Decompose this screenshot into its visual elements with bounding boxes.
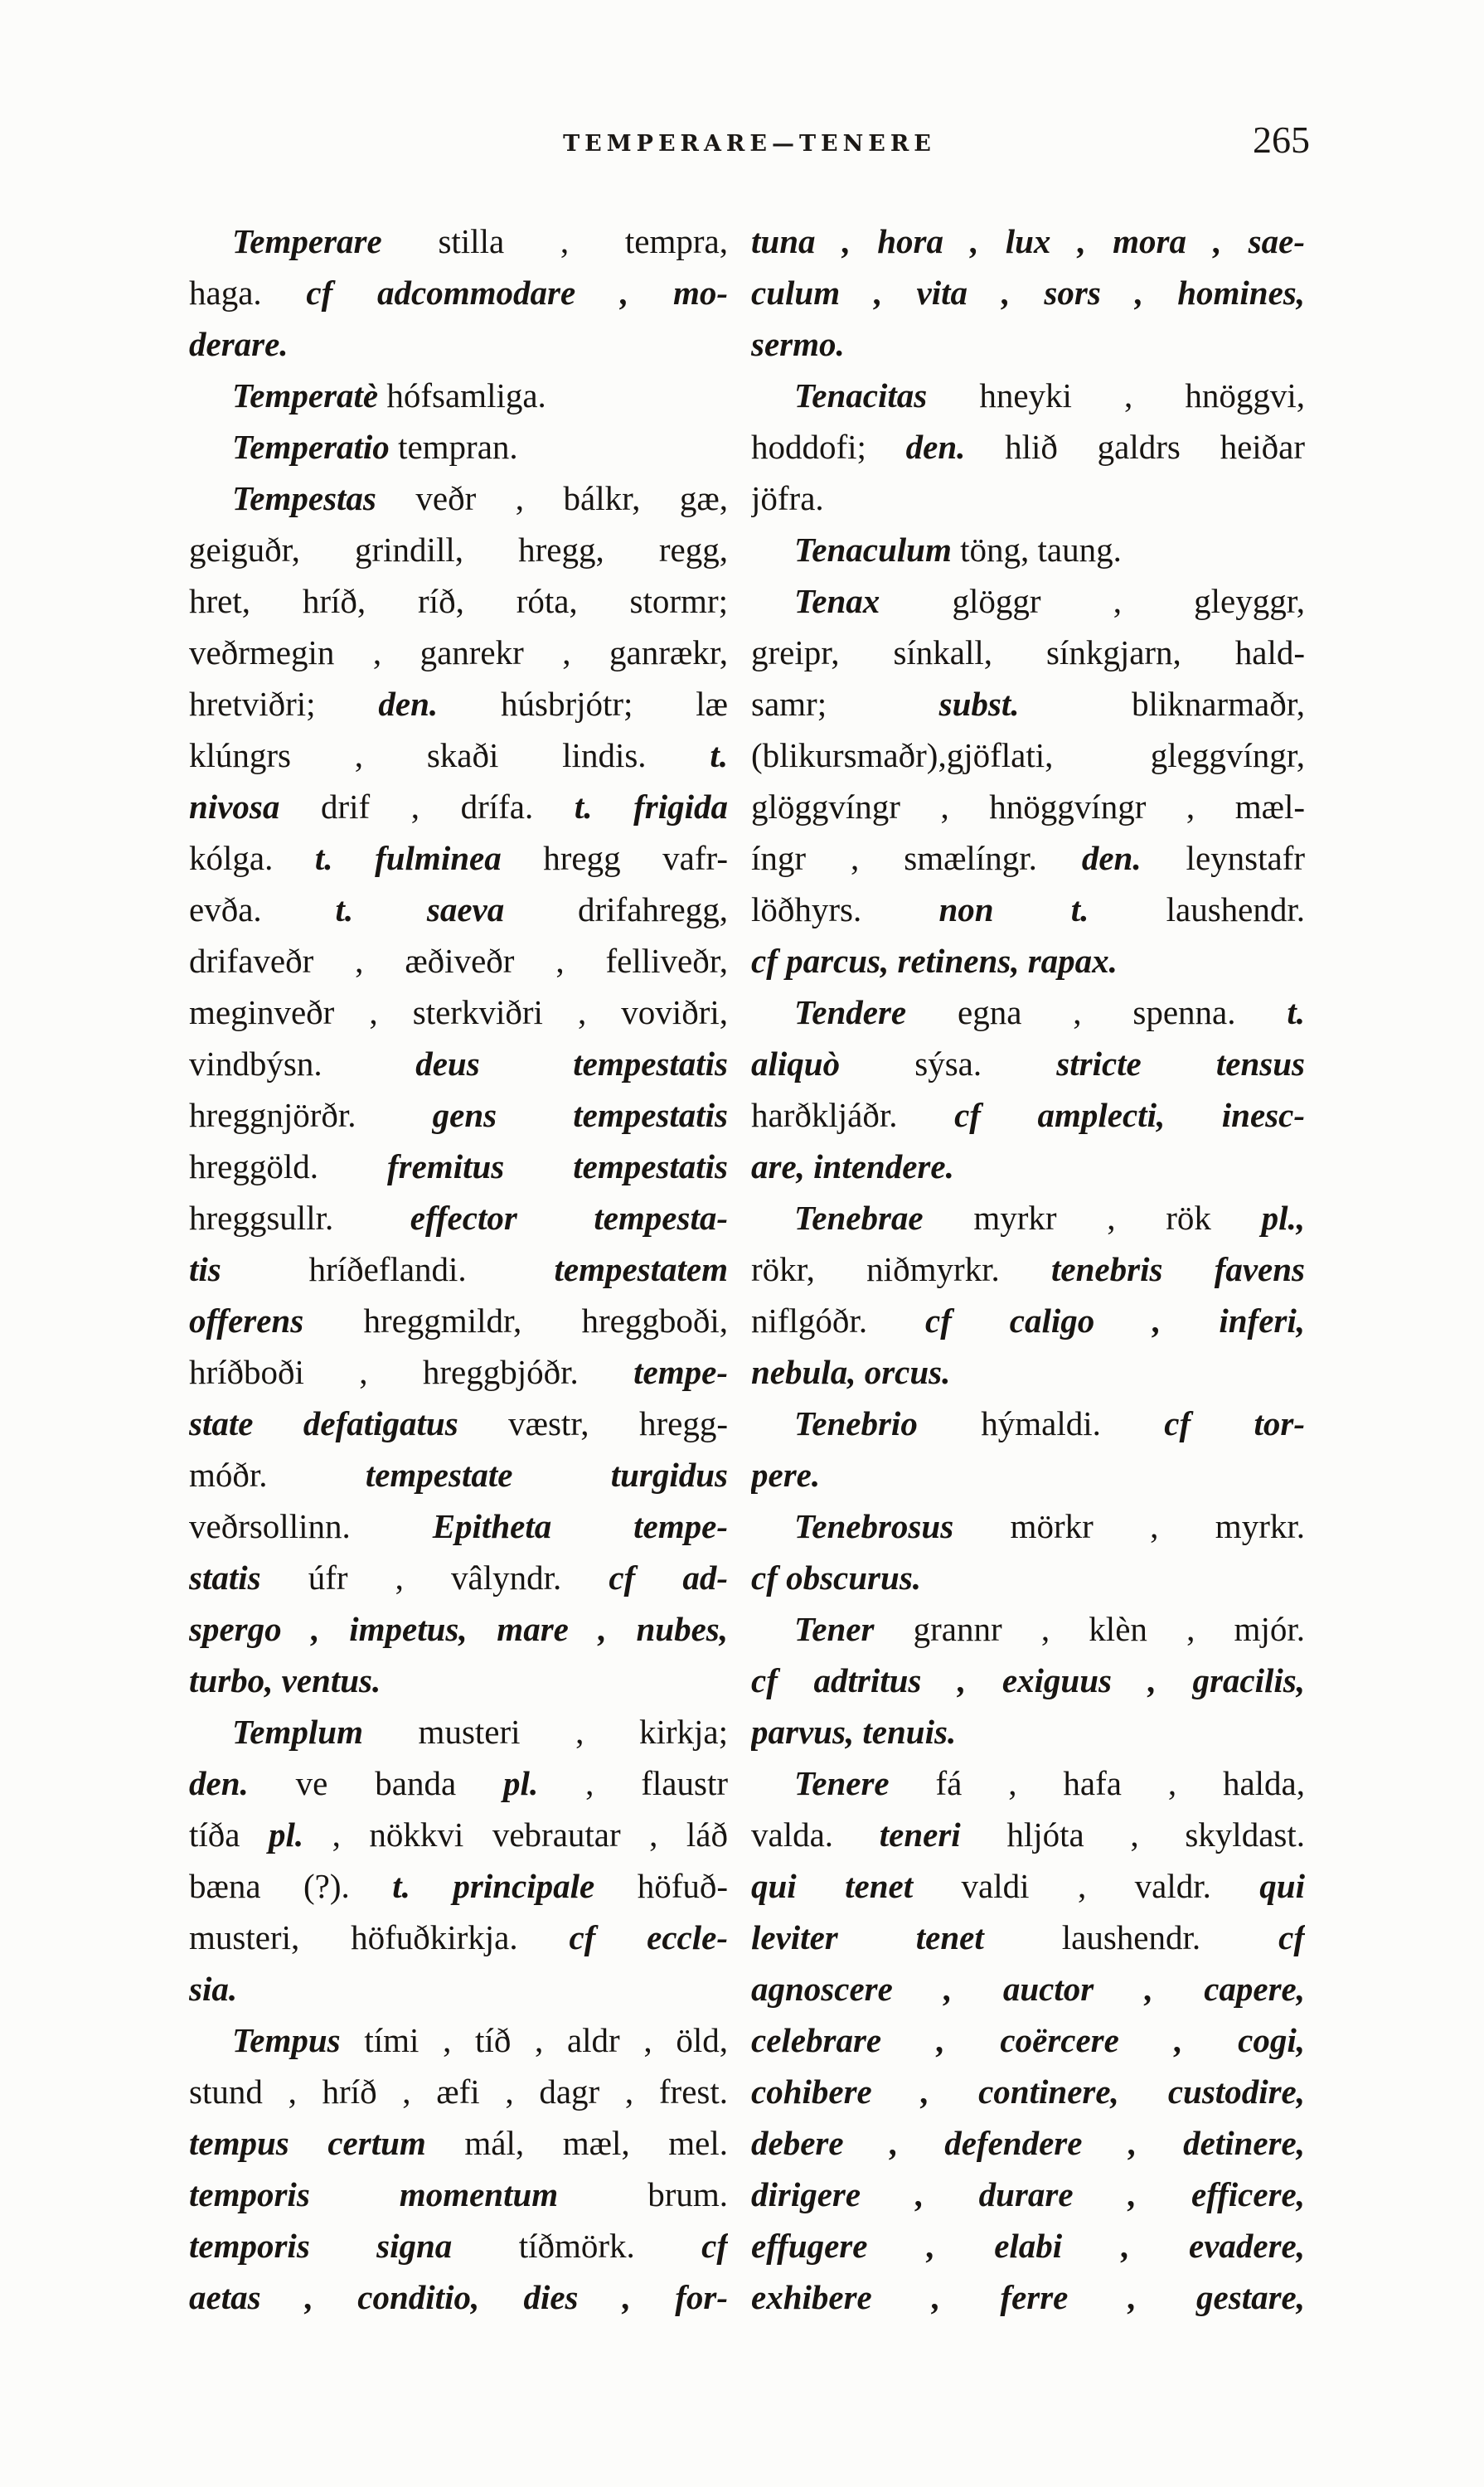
text-line [189,1706,728,1757]
latin-text-segment: leviter tenet [751,1918,984,1956]
text-line [189,1244,728,1295]
latin-text-segment: statis [189,1559,261,1597]
latin-text-segment: pl. [269,1816,304,1854]
running-header: TEMPERARE—TENERE [563,131,936,157]
latin-text-segment: t. saeva [335,890,505,928]
latin-text-segment: cf eccle- [569,1918,728,1956]
gloss-text-segment: leynstafr [1141,839,1305,877]
latin-text-segment: sermo. [751,325,845,363]
text-line [189,421,728,473]
latin-text-segment: nivosa [189,788,280,826]
text-line [751,1757,1305,1809]
gloss-text-segment: greipr, sínkall, sínkgjarn, hald- [751,633,1305,671]
gloss-text-segment: væstr, hregg- [458,1404,728,1442]
text-line [189,935,728,987]
text-line [189,473,728,524]
latin-text-segment: cf [1278,1918,1305,1956]
latin-text-segment: state defatigatus [189,1404,458,1442]
gloss-text-segment: töng, taung. [951,531,1122,569]
text-line [189,1963,728,2014]
latin-text-segment: tempus certum [189,2124,426,2162]
gloss-text-segment: evða. [189,890,336,928]
latin-text-segment: Tenere [794,1764,890,1802]
gloss-text-segment: , nökkvi vebrautar , láð [303,1816,728,1854]
gloss-text-segment: myrkr , rök [923,1199,1262,1237]
gloss-text-segment: hret, hríð, ríð, róta, stormr; [189,582,728,620]
page-number: 265 [1253,119,1310,161]
gloss-text-segment: meginveðr , sterkviðri , voviðri, [189,993,728,1031]
latin-text-segment: fremitus tempestatis [387,1147,728,1185]
text-line [189,2066,728,2117]
text-line [751,2014,1305,2066]
gloss-text-segment: laushendr. [983,1918,1279,1956]
gloss-text-segment: niflgóðr. [751,1302,925,1340]
text-line [751,1398,1305,1449]
right-column [751,216,1305,2323]
latin-text-segment: turbo, ventus. [189,1661,381,1699]
gloss-text-segment: geiguðr, grindill, hregg, regg, [189,531,728,569]
gloss-text-segment: tíðmörk. [452,2227,702,2265]
latin-text-segment: parvus, tenuis. [751,1713,957,1751]
gloss-text-segment: veðrmegin , ganrekr , ganrækr, [189,633,728,671]
gloss-text-segment: valda. [751,1816,880,1854]
gloss-text-segment: stund , hríð , æfi , dagr , frest. [189,2072,728,2111]
text-line [189,2169,728,2220]
latin-text-segment: cf caligo , inferi, [925,1302,1305,1340]
text-line [751,2117,1305,2169]
gloss-text-segment: drif , drífa. [279,788,575,826]
latin-text-segment: t. fulminea [314,839,502,877]
latin-text-segment: den. [378,685,439,723]
latin-text-segment: culum , vita , sors , homines, [751,274,1305,312]
latin-text-segment: Tenaculum [794,531,952,569]
gloss-text-segment: drifaveðr , æðiveðr , felliveðr, [189,942,728,980]
latin-text-segment: t. [710,736,728,774]
gloss-text-segment: hretviðri; [189,685,379,723]
gloss-text-segment: tempran. [389,428,518,466]
text-line [751,987,1305,1038]
gloss-text-segment: valdi , valdr. [913,1867,1260,1905]
text-line [751,935,1305,987]
text-line [189,575,728,627]
latin-text-segment: den. [189,1764,249,1802]
latin-text-segment: exhibere , ferre , gestare, [751,2278,1305,2316]
latin-text-segment: cf amplecti, inesc- [954,1096,1305,1134]
latin-text-segment: cf obscurus. [751,1559,922,1597]
gloss-text-segment: hríðboði , hreggbjóðr. [189,1353,634,1391]
gloss-text-segment: hófsamliga. [378,376,546,414]
text-line [751,627,1305,678]
gloss-text-segment: úfr , vâlyndr. [260,1559,609,1597]
latin-text-segment: t. frigida [574,788,728,826]
gloss-text-segment: hoddofi; [751,428,906,466]
text-line [751,1603,1305,1655]
text-line [189,1398,728,1449]
text-line [751,678,1305,730]
latin-text-segment: Tenax [794,582,880,620]
text-line [751,1038,1305,1089]
gloss-text-segment: jöfra. [751,479,824,517]
gloss-text-segment: hreggsullr. [189,1199,410,1237]
latin-text-segment: tis [189,1250,221,1288]
latin-text-segment: tempestatem [554,1250,728,1288]
latin-text-segment: pl., [1261,1199,1305,1237]
latin-text-segment: stricte tensus [1056,1045,1305,1083]
latin-text-segment: nebula, orcus. [751,1353,951,1391]
gloss-text-segment: grannr , klèn , mjór. [874,1610,1305,1648]
text-line [189,627,728,678]
latin-text-segment: den. [905,428,966,466]
text-line [751,1912,1305,1963]
text-line [189,1500,728,1552]
text-line [751,2220,1305,2271]
gloss-text-segment: rökr, niðmyrkr. [751,1250,1052,1288]
gloss-text-segment: móðr. [189,1456,366,1494]
gloss-text-segment: tími , tíð , aldr , öld, [340,2021,728,2059]
gloss-text-segment: mörkr , myrkr. [953,1507,1305,1545]
gloss-text-segment: hlið galdrs heiðar [965,428,1305,466]
text-line [751,216,1305,267]
gloss-text-segment: kólga. [189,839,315,877]
latin-text-segment: cohibere , continere, custodire, [751,2072,1305,2111]
latin-text-segment: derare. [189,325,289,363]
text-line [751,1860,1305,1912]
gloss-text-segment: veðrsollinn. [189,1507,433,1545]
text-line [751,1449,1305,1500]
latin-text-segment: t. principale [392,1867,595,1905]
text-line [751,370,1305,421]
text-line [751,473,1305,524]
text-line [751,781,1305,832]
text-line [189,1089,728,1141]
text-line [189,1757,728,1809]
latin-text-segment: Tenacitas [794,376,928,414]
left-column [189,216,728,2323]
gloss-text-segment: tíða [189,1816,269,1854]
latin-text-segment: cf ad- [609,1559,728,1597]
latin-text-segment: cf [701,2227,728,2265]
latin-text-segment: tempe- [633,1353,728,1391]
text-line [189,216,728,267]
gloss-text-segment: hríðeflandi. [221,1250,555,1288]
gloss-text-segment: bæna (?). [189,1867,393,1905]
text-line [751,884,1305,935]
gloss-text-segment: löðhyrs. [751,890,939,928]
text-line [751,2169,1305,2220]
text-line [751,575,1305,627]
latin-text-segment: Tenebrae [794,1199,924,1237]
latin-text-segment: sia. [189,1970,238,2008]
gloss-text-segment: musteri , kirkja; [362,1713,728,1751]
text-line [751,524,1305,575]
text-line [189,370,728,421]
latin-text-segment: gens tempestatis [432,1096,728,1134]
gloss-text-segment: (blikursmaðr),gjöflati, gleggvíngr, [751,736,1305,774]
latin-text-segment: Templum [232,1713,363,1751]
latin-text-segment: deus tempestatis [415,1045,728,1083]
latin-text-segment: Temperatè [232,376,379,414]
text-line [189,524,728,575]
text-line [751,2271,1305,2323]
latin-text-segment: spergo , impetus, mare , nubes, [189,1610,728,1648]
gloss-text-segment: klúngrs , skaði lindis. [189,736,710,774]
gloss-text-segment: íngr , smælíngr. [751,839,1082,877]
gloss-text-segment: hregg vafr- [501,839,728,877]
latin-text-segment: Tenebrio [794,1404,918,1442]
gloss-text-segment: laushendr. [1089,890,1305,928]
text-line [189,1141,728,1192]
text-line [189,1449,728,1500]
text-line [751,1346,1305,1398]
gloss-text-segment: glöggr , gleyggr, [880,582,1305,620]
text-line [751,1295,1305,1346]
gloss-text-segment: bliknarmaðr, [1019,685,1305,723]
latin-text-segment: agnoscere , auctor , capere, [751,1970,1305,2008]
text-line [751,1552,1305,1603]
latin-text-segment: t. [1287,993,1305,1031]
text-line [189,1192,728,1244]
gloss-text-segment: harðkljáðr. [751,1096,955,1134]
gloss-text-segment: höfuð- [594,1867,728,1905]
text-line [189,2220,728,2271]
text-line [751,1500,1305,1552]
text-line [751,421,1305,473]
latin-text-segment: tenebris favens [1051,1250,1305,1288]
text-line [189,2117,728,2169]
latin-text-segment: Temperare [232,222,382,260]
text-line [189,781,728,832]
gloss-text-segment: , flaustr [538,1764,728,1802]
latin-text-segment: pere. [751,1456,821,1494]
text-line [751,1141,1305,1192]
latin-text-segment: Temperatio [232,428,390,466]
latin-text-segment: temporis momentum [189,2175,559,2213]
latin-text-segment: Tempestas [232,479,376,517]
latin-text-segment: Tener [794,1610,875,1648]
latin-text-segment: effugere , elabi , evadere, [751,2227,1305,2265]
gloss-text-segment: fá , hafa , halda, [889,1764,1305,1802]
gloss-text-segment: hýmaldi. [917,1404,1165,1442]
latin-text-segment: Tempus [232,2021,341,2059]
text-line [189,1912,728,1963]
gloss-text-segment: egna , spenna. [906,993,1288,1031]
latin-text-segment: celebrare , coërcere , cogi, [751,2021,1305,2059]
gloss-text-segment: mál, mæl, mel. [425,2124,728,2162]
gloss-text-segment: hljóta , skyldast. [960,1816,1305,1854]
latin-text-segment: Epitheta tempe- [432,1507,728,1545]
text-line [751,1655,1305,1706]
latin-text-segment: debere , defendere , detinere, [751,2124,1305,2162]
gloss-text-segment: musteri, höfuðkirkja. [189,1918,570,1956]
latin-text-segment: den. [1081,839,1142,877]
text-line [189,2271,728,2323]
text-line [189,832,728,884]
text-line [751,1089,1305,1141]
gloss-text-segment: húsbrjótr; læ [438,685,728,723]
latin-text-segment: aliquò [751,1045,841,1083]
latin-text-segment: Tenebrosus [794,1507,954,1545]
latin-text-segment: tempestate turgidus [365,1456,728,1494]
gloss-text-segment: hneyki , hnöggvi, [927,376,1305,414]
text-line [189,1603,728,1655]
text-line [189,2014,728,2066]
text-line [189,1552,728,1603]
gloss-text-segment: brum. [558,2175,728,2213]
gloss-text-segment: haga. [189,274,307,312]
text-line [189,318,728,370]
latin-text-segment: aetas , conditio, dies , for- [189,2278,728,2316]
latin-text-segment: cf parcus, retinens, rapax. [751,942,1118,980]
gloss-text-segment: stilla , tempra, [381,222,728,260]
latin-text-segment: qui [1259,1867,1305,1905]
text-line [189,884,728,935]
gloss-text-segment: drifahregg, [504,890,728,928]
text-line [189,678,728,730]
latin-text-segment: subst. [938,685,1020,723]
gloss-text-segment: hreggmildr, hreggboði, [303,1302,728,1340]
latin-text-segment: non t. [938,890,1089,928]
latin-text-segment: cf tor- [1164,1404,1305,1442]
gloss-text-segment: veðr , bálkr, gæ, [376,479,728,517]
latin-text-segment: teneri [879,1816,961,1854]
text-line [189,1295,728,1346]
text-line [751,730,1305,781]
gloss-text-segment: hreggnjörðr. [189,1096,433,1134]
latin-text-segment: cf adcommodare , mo- [306,274,728,312]
latin-text-segment: offerens [189,1302,304,1340]
text-line [189,1809,728,1860]
text-line [189,1860,728,1912]
latin-text-segment: effector tempesta- [410,1199,728,1237]
text-line [189,1655,728,1706]
latin-text-segment: pl. [503,1764,539,1802]
text-line [189,1038,728,1089]
text-line [189,1346,728,1398]
text-line [751,318,1305,370]
text-line [751,1809,1305,1860]
gloss-text-segment: samr; [751,685,939,723]
gloss-text-segment: hreggöld. [189,1147,387,1185]
latin-text-segment: Tendere [794,993,907,1031]
text-line [189,267,728,318]
text-line [189,987,728,1038]
text-line [751,267,1305,318]
latin-text-segment: tuna , hora , lux , mora , sae- [751,222,1305,260]
latin-text-segment: dirigere , durare , efficere, [751,2175,1305,2213]
gloss-text-segment: vindbýsn. [189,1045,416,1083]
text-line [751,1244,1305,1295]
text-line [751,1192,1305,1244]
latin-text-segment: cf adtritus , exiguus , gracilis, [751,1661,1305,1699]
page-header [189,119,1310,174]
text-line [751,1963,1305,2014]
latin-text-segment: are, intendere. [751,1147,954,1185]
text-line [751,832,1305,884]
text-line [751,1706,1305,1757]
latin-text-segment: qui tenet [751,1867,914,1905]
gloss-text-segment: glöggvíngr , hnöggvíngr , mæl- [751,788,1305,826]
text-line [189,730,728,781]
latin-text-segment: temporis signa [189,2227,453,2265]
text-line [751,2066,1305,2117]
gloss-text-segment: sýsa. [840,1045,1057,1083]
gloss-text-segment: ve banda [248,1764,504,1802]
